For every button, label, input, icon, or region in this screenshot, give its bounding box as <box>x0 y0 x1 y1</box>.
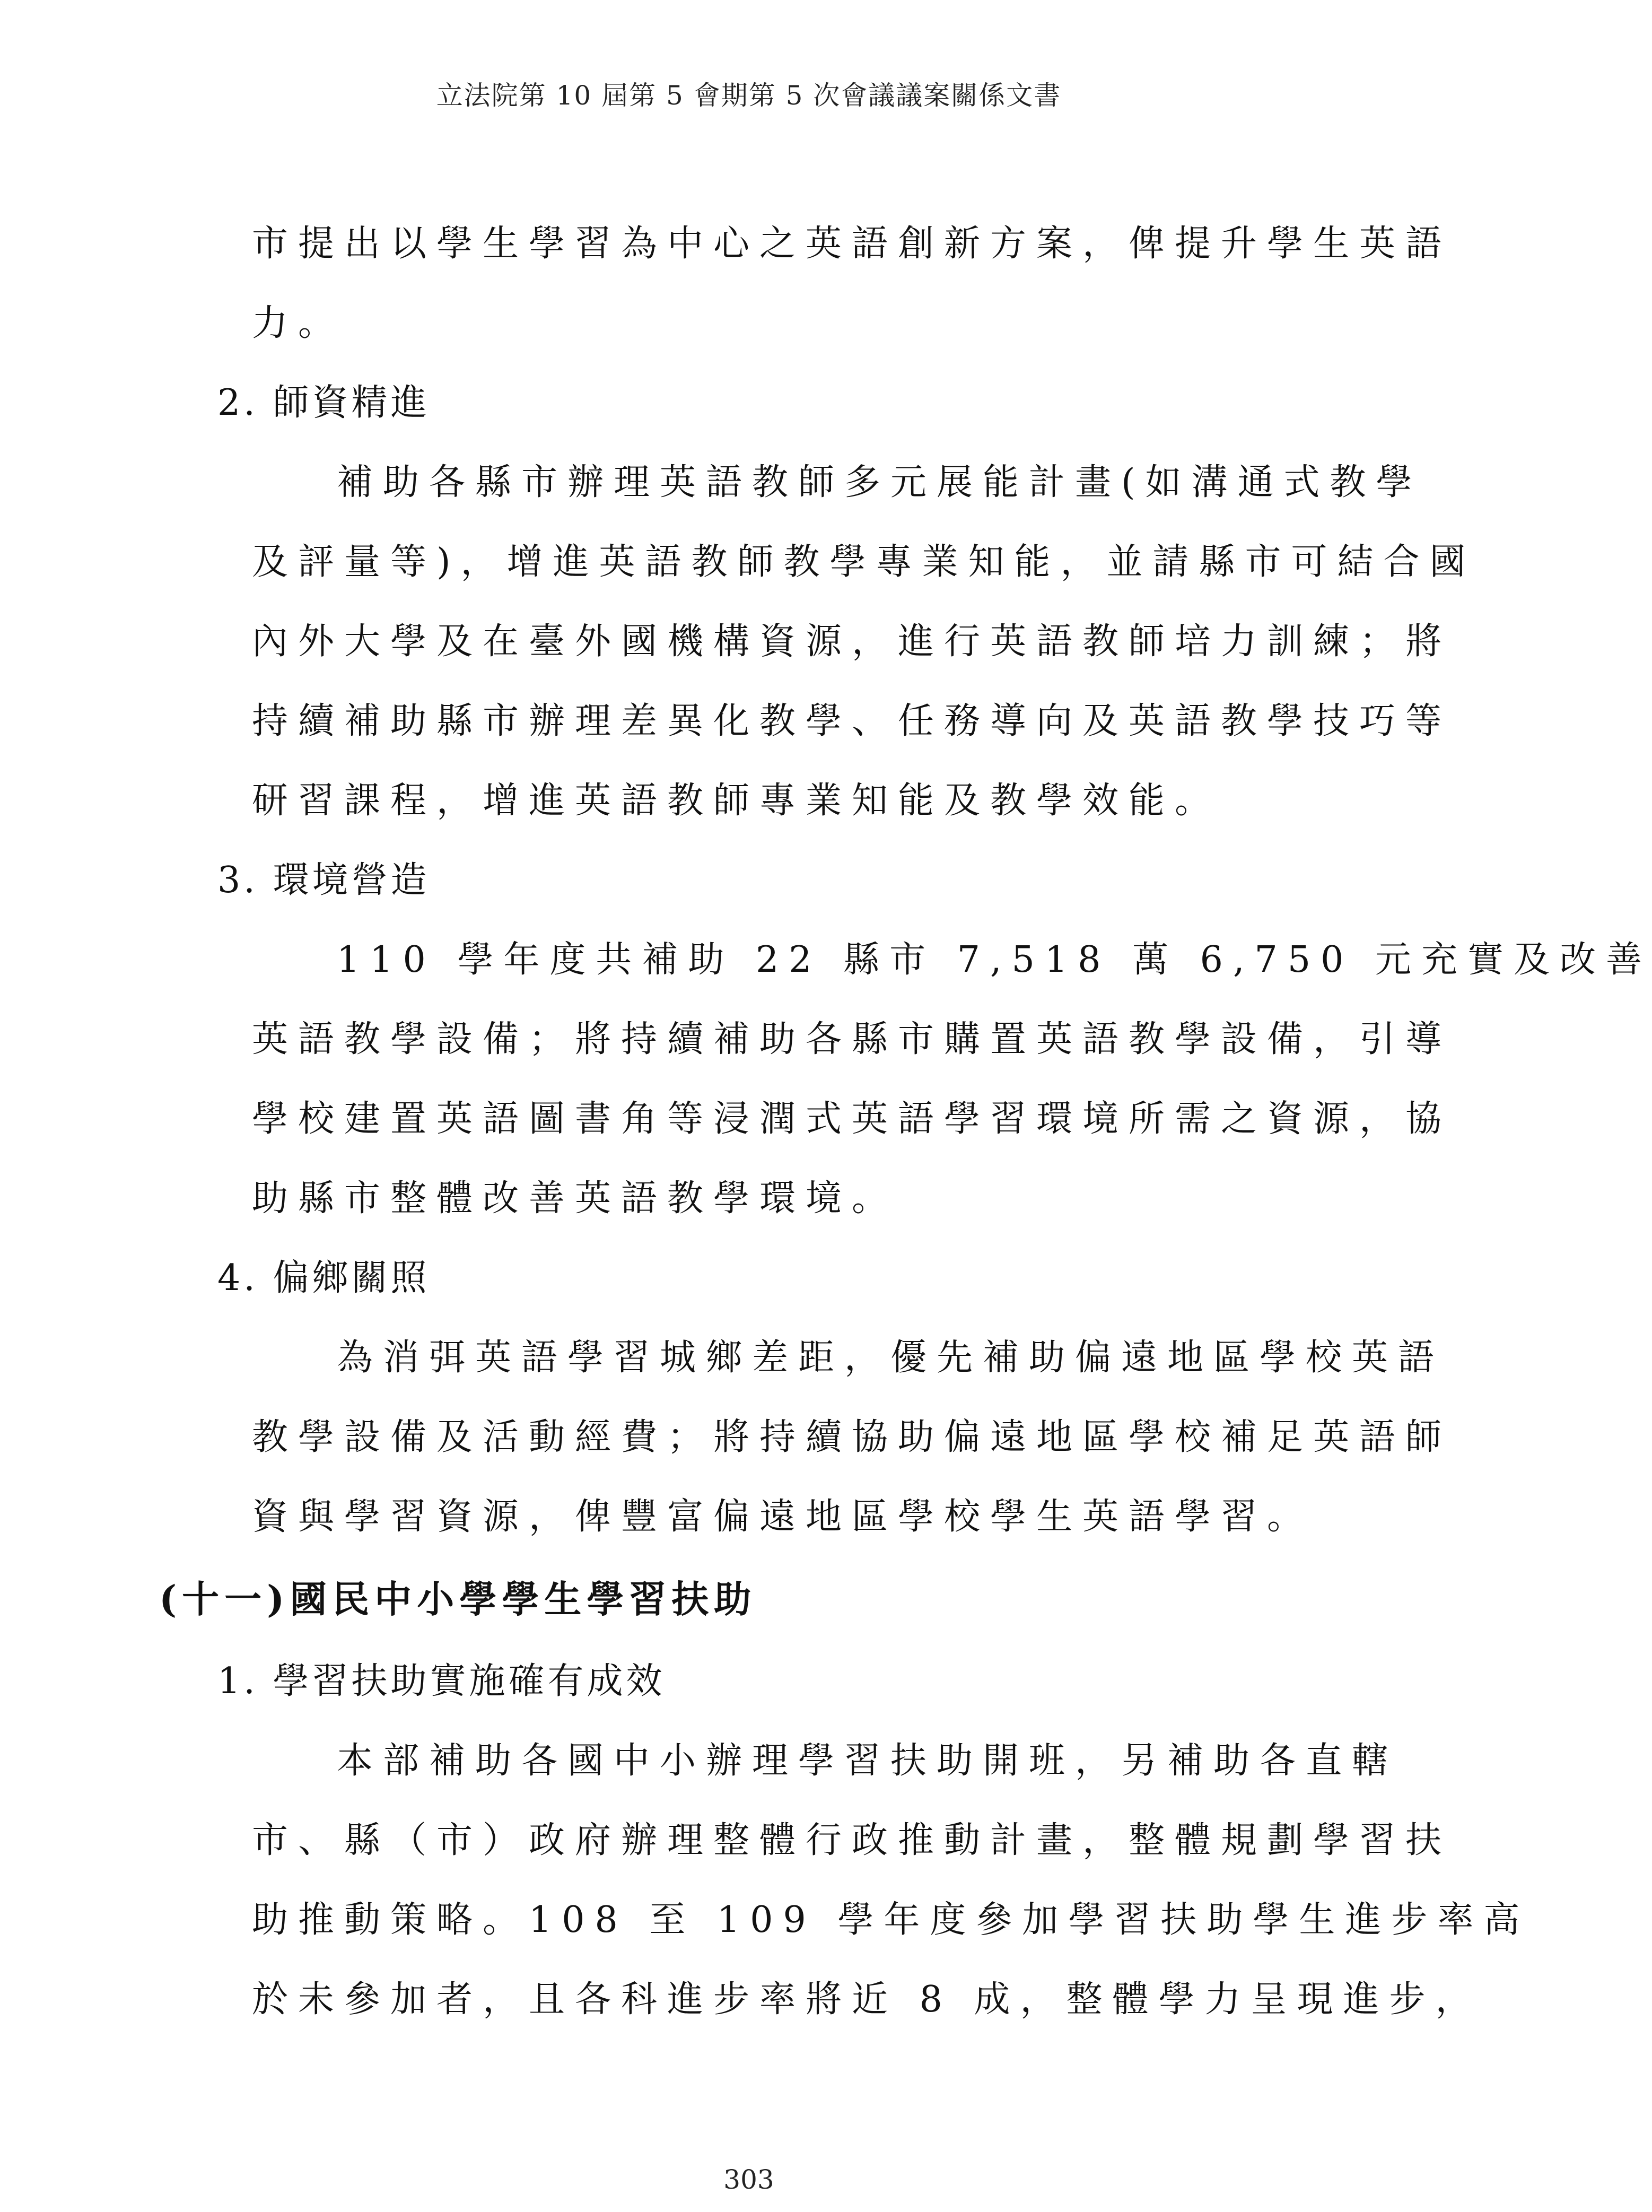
paragraph-line: 學校建置英語圖書角等浸潤式英語學習環境所需之資源，協 <box>252 1098 1452 1140</box>
paragraph-line: 為消弭英語學習城鄉差距，優先補助偏遠地區學校英語 <box>337 1337 1445 1379</box>
page-number: 303 <box>723 2164 774 2195</box>
paragraph-line: 110 學年度共補助 22 縣市 7,518 萬 6,750 元充實及改善 <box>337 939 1652 981</box>
item-heading: 1. 學習扶助實施確有成效 <box>217 1660 666 1702</box>
paragraph-line: 助推動策略。108 至 109 學年度參加學習扶助學生進步率高 <box>252 1899 1530 1941</box>
paragraph-line: 力。 <box>252 302 345 344</box>
section-heading: (十一)國民中小學學生學習扶助 <box>159 1577 757 1621</box>
paragraph-line: 研習課程，增進英語教師專業知能及教學效能。 <box>252 780 1221 822</box>
paragraph-line: 於未參加者，且各科進步率將近 8 成，整體學力呈現進步， <box>252 1979 1482 2021</box>
item-heading: 3. 環境營造 <box>217 859 430 901</box>
item-heading: 4. 偏鄉關照 <box>217 1257 430 1299</box>
paragraph-line: 英語教學設備；將持續補助各縣市購置英語教學設備，引導 <box>252 1018 1452 1060</box>
paragraph-line: 持續補助縣市辦理差異化教學、任務導向及英語教學技巧等 <box>252 700 1452 742</box>
paragraph-line: 教學設備及活動經費；將持續協助偏遠地區學校補足英語師 <box>252 1416 1452 1458</box>
item-heading: 2. 師資精進 <box>217 382 430 424</box>
paragraph-line: 市提出以學生學習為中心之英語創新方案，俾提升學生英語 <box>252 223 1452 265</box>
paragraph-line: 助縣市整體改善英語教學環境。 <box>252 1178 898 1220</box>
paragraph-line: 及評量等)，增進英語教師教學專業知能，並請縣市可結合國 <box>252 541 1476 583</box>
paragraph-line: 市、縣（市）政府辦理整體行政推動計畫，整體規劃學習扶 <box>252 1819 1452 1861</box>
paragraph-line: 本部補助各國中小辦理學習扶助開班，另補助各直轄 <box>337 1740 1398 1782</box>
paragraph-line: 內外大學及在臺外國機構資源，進行英語教師培力訓練；將 <box>252 621 1452 663</box>
paragraph-line: 補助各縣市辦理英語教師多元展能計畫(如溝通式教學 <box>337 461 1422 503</box>
paragraph-line: 資與學習資源，俾豐富偏遠地區學校學生英語學習。 <box>252 1496 1314 1538</box>
page-header: 立法院第 10 屆第 5 會期第 5 次會議議案關係文書 <box>436 80 1062 111</box>
